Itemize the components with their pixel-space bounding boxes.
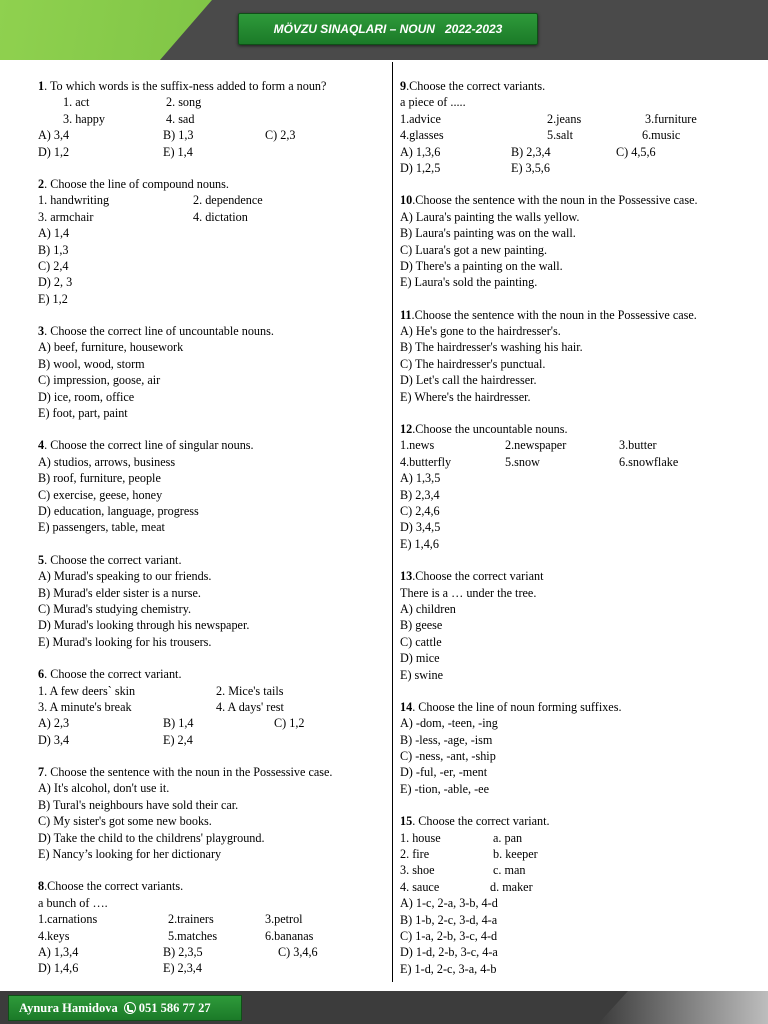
answer-b: B) 1,3 [163, 128, 194, 143]
question-text: .Choose the correct variants. [406, 79, 546, 93]
option-item: 5.matches [168, 928, 218, 943]
question-text: . Choose the correct variant. [412, 814, 550, 829]
answer-e: E) 1-d, 2-c, 3-a, 4-b [400, 961, 497, 976]
option-item: 2. dependence [193, 193, 263, 208]
answer-d: D) 2, 3 [38, 275, 73, 290]
answer-d: D) 3,4,5 [400, 520, 441, 535]
question-number: 8 [38, 879, 45, 894]
option-item: 5.salt [547, 128, 574, 143]
question-number: 10 [400, 193, 413, 208]
answer-d: D) education, language, progress [38, 503, 199, 518]
answer-b: B) The hairdresser's washing his hair. [400, 340, 583, 355]
question-text: .Choose the uncountable nouns. [412, 422, 568, 437]
answer-b: B) 2,3,5 [163, 944, 203, 959]
question-8 [38, 878, 388, 976]
question-text: . Choose the correct variant. [44, 667, 182, 682]
option-item: d. maker [490, 879, 533, 894]
question-13 [400, 568, 760, 683]
author-phone: 051 586 77 27 [138, 1000, 211, 1015]
footer-accent [598, 991, 768, 1024]
question-text: . Choose the correct line of uncountable nouns. [44, 324, 274, 339]
option-item: 4.butterfly [400, 454, 452, 469]
title-banner [238, 13, 538, 45]
question-number: 4 [38, 438, 45, 453]
answer-a: A) 3,4 [38, 128, 70, 143]
answer-b: B) 1,3 [38, 242, 69, 257]
question-subtext: a piece of ..... [400, 95, 466, 110]
answer-b: B) 2,3,4 [511, 144, 551, 159]
answer-c: C) 2,3 [265, 128, 296, 143]
question-number: 5 [38, 552, 45, 567]
option-item: 2.trainers [168, 912, 214, 927]
question-text: . Choose the line of compound nouns. [44, 176, 229, 191]
answer-e: E) swine [400, 667, 443, 682]
question-text: .Choose the correct variants. [44, 879, 184, 894]
answer-d: D) -ful, -er, -ment [400, 765, 488, 780]
option-item: 1.advice [400, 111, 441, 126]
answer-d: D) 1,2,5 [400, 160, 441, 175]
option-item: 4. sauce [400, 879, 440, 894]
question-subtext: a bunch of …. [38, 895, 108, 910]
question-number: 11 [400, 307, 412, 322]
answer-e: E) Where's the hairdresser. [400, 389, 531, 404]
question-4 [38, 437, 388, 535]
question-15 [400, 813, 760, 977]
question-7 [38, 764, 388, 862]
answer-e: E) 1,2 [38, 291, 68, 306]
answer-b: B) Tural's neighbours have sold their car. [38, 797, 239, 812]
question-10 [400, 192, 760, 290]
option-item: 2.jeans [547, 111, 582, 126]
question-number: 6 [38, 667, 45, 682]
question-text: . To which words is the suffix-ness added to form a noun? [44, 79, 327, 93]
option-item: 4.keys [38, 928, 70, 943]
answer-c: C) My sister's got some new books. [38, 814, 212, 829]
answer-e: E) foot, part, paint [38, 406, 128, 421]
answer-d: D) Murad's looking through his newspaper. [38, 618, 250, 633]
option-item: 3.furniture [645, 111, 697, 126]
option-item: b. keeper [493, 847, 538, 862]
question-subtext: There is a … under the tree. [400, 585, 537, 600]
answer-c: C) cattle [400, 634, 442, 649]
answer-c: C) exercise, geese, honey [38, 487, 163, 502]
option-item: 1.carnations [38, 912, 98, 927]
option-item: 1. house [400, 830, 441, 845]
right-column [400, 78, 760, 993]
answer-e: E) 3,5,6 [511, 160, 550, 175]
option-item: 6.bananas [265, 928, 314, 943]
option-item: 2.newspaper [505, 438, 567, 453]
answer-c: C) 4,5,6 [616, 144, 656, 159]
question-text: . Choose the sentence with the noun in the Possessive case. [44, 765, 333, 780]
answer-a: A) 1,4 [38, 226, 70, 241]
question-2 [38, 176, 388, 307]
option-item: 2. Mice's tails [216, 683, 284, 698]
left-column [38, 78, 388, 993]
option-item: a. pan [493, 830, 523, 845]
question-3 [38, 323, 388, 421]
whatsapp-icon [124, 1002, 136, 1014]
option-item: c. man [493, 863, 526, 878]
option-item: 6.snowflake [619, 454, 679, 469]
column-divider [392, 62, 393, 982]
question-text: .Choose the correct variant [412, 569, 544, 584]
question-number: 7 [38, 765, 45, 780]
option-item: 4. sad [166, 111, 195, 126]
option-item: 3. A minute's break [38, 699, 132, 714]
answer-a: A) Laura's painting the walls yellow. [400, 209, 580, 224]
answer-a: A) 1,3,6 [400, 144, 441, 159]
question-number: 13 [400, 569, 413, 584]
answer-e: E) 2,3,4 [163, 961, 202, 976]
answer-d: D) ice, room, office [38, 389, 135, 404]
option-item: 1. A few deers` skin [38, 683, 136, 698]
answer-d: D) mice [400, 651, 440, 666]
question-text: .Choose the sentence with the noun in the Possessive case. [411, 307, 697, 322]
answer-e: E) Murad's looking for his trousers. [38, 634, 212, 649]
option-item: 4. dictation [193, 209, 248, 224]
answer-c: C) 3,4,6 [278, 944, 318, 959]
answer-c: C) -ness, -ant, -ship [400, 749, 496, 764]
question-5 [38, 552, 388, 650]
question-text: . Choose the correct line of singular nouns. [44, 438, 254, 453]
answer-e: E) 1,4,6 [400, 536, 439, 551]
answer-b: B) 1-b, 2-c, 3-d, 4-a [400, 912, 498, 927]
answer-a: A) children [400, 601, 456, 616]
option-item: 2. song [166, 95, 202, 110]
option-item: 2. fire [400, 847, 430, 862]
option-item: 3.petrol [265, 912, 303, 927]
answer-b: B) 2,3,4 [400, 487, 440, 502]
answer-b: B) Murad's elder sister is a nurse. [38, 585, 201, 600]
question-number: 3 [38, 324, 45, 339]
answer-c: C) 2,4,6 [400, 503, 440, 518]
answer-c: C) 2,4 [38, 258, 69, 273]
answer-a: A) studios, arrows, business [38, 454, 176, 469]
question-number: 14 [400, 699, 413, 714]
answer-d: D) 3,4 [38, 732, 70, 747]
answer-b: B) geese [400, 618, 443, 633]
answer-a: A) 1,3,4 [38, 944, 79, 959]
answer-d: D) 1-d, 2-b, 3-c, 4-a [400, 945, 498, 960]
question-text: . Choose the correct variant. [44, 552, 182, 567]
question-9 [400, 78, 760, 176]
author-name: Aynura Hamidova [19, 1000, 118, 1015]
answer-a: A) -dom, -teen, -ing [400, 716, 498, 731]
answer-c: C) Luara's got a new painting. [400, 242, 548, 257]
answer-c: C) Murad's studying chemistry. [38, 601, 192, 616]
answer-c: C) 1-a, 2-b, 3-c, 4-d [400, 928, 498, 943]
question-number: 15 [400, 814, 413, 829]
question-12 [400, 421, 760, 552]
answer-d: D) Let's call the hairdresser. [400, 373, 537, 388]
answer-d: D) 1,4,6 [38, 961, 79, 976]
option-item: 3. shoe [400, 863, 435, 878]
question-6 [38, 666, 388, 748]
answer-c: C) impression, goose, air [38, 373, 161, 388]
answer-e: E) 2,4 [163, 732, 193, 747]
answer-e: E) Nancy’s looking for her dictionary [38, 847, 222, 862]
question-text: . Choose the line of noun forming suffixes. [412, 699, 622, 714]
answer-c: C) 1,2 [274, 716, 305, 731]
answer-b: B) wool, wood, storm [38, 356, 145, 371]
answer-d: D) Take the child to the childrens' playground. [38, 830, 265, 845]
answer-a: A) 1,3,5 [400, 471, 441, 486]
question-number: 9 [400, 79, 407, 93]
answer-b: B) 1,4 [163, 716, 194, 731]
option-item: 1.news [400, 438, 435, 453]
answer-a: A) Murad's speaking to our friends. [38, 569, 212, 584]
question-14 [400, 699, 760, 797]
question-number: 1 [38, 79, 45, 93]
answer-a: A) It's alcohol, don't use it. [38, 781, 170, 796]
answer-b: B) Laura's painting was on the wall. [400, 226, 576, 241]
answer-e: E) passengers, table, meat [38, 520, 165, 535]
option-item: 5.snow [505, 454, 540, 469]
question-number: 2 [38, 176, 45, 191]
answer-b: B) roof, furniture, people [38, 471, 161, 486]
answer-d: D) There's a painting on the wall. [400, 258, 563, 273]
answer-a: A) beef, furniture, housework [38, 340, 184, 355]
answer-c: C) The hairdresser's punctual. [400, 356, 546, 371]
answer-a: A) 2,3 [38, 716, 70, 731]
answer-d: D) 1,2 [38, 144, 70, 159]
option-item: 6.music [642, 128, 681, 143]
option-item: 4.glasses [400, 128, 444, 143]
option-item: 1. act [63, 95, 90, 110]
option-item: 1. handwriting [38, 193, 110, 208]
option-item: 4. A days' rest [216, 699, 284, 714]
answer-b: B) -less, -age, -ism [400, 732, 493, 747]
question-1 [38, 78, 388, 160]
answer-e: E) 1,4 [163, 144, 193, 159]
author-banner [8, 995, 242, 1021]
question-number: 12 [400, 422, 413, 437]
answer-a: A) 1-c, 2-a, 3-b, 4-d [400, 896, 498, 911]
option-item: 3.butter [619, 438, 657, 453]
question-11 [400, 307, 760, 405]
answer-e: E) Laura's sold the painting. [400, 275, 538, 290]
answer-e: E) -tion, -able, -ee [400, 781, 489, 796]
page-title: MÖVZU SINAQLARI – NOUN 2022-2023 [273, 22, 503, 36]
option-item: 3. armchair [38, 209, 94, 224]
question-text: .Choose the sentence with the noun in the Possessive case. [412, 193, 698, 208]
option-item: 3. happy [63, 111, 105, 126]
answer-a: A) He's gone to the hairdresser's. [400, 324, 561, 339]
